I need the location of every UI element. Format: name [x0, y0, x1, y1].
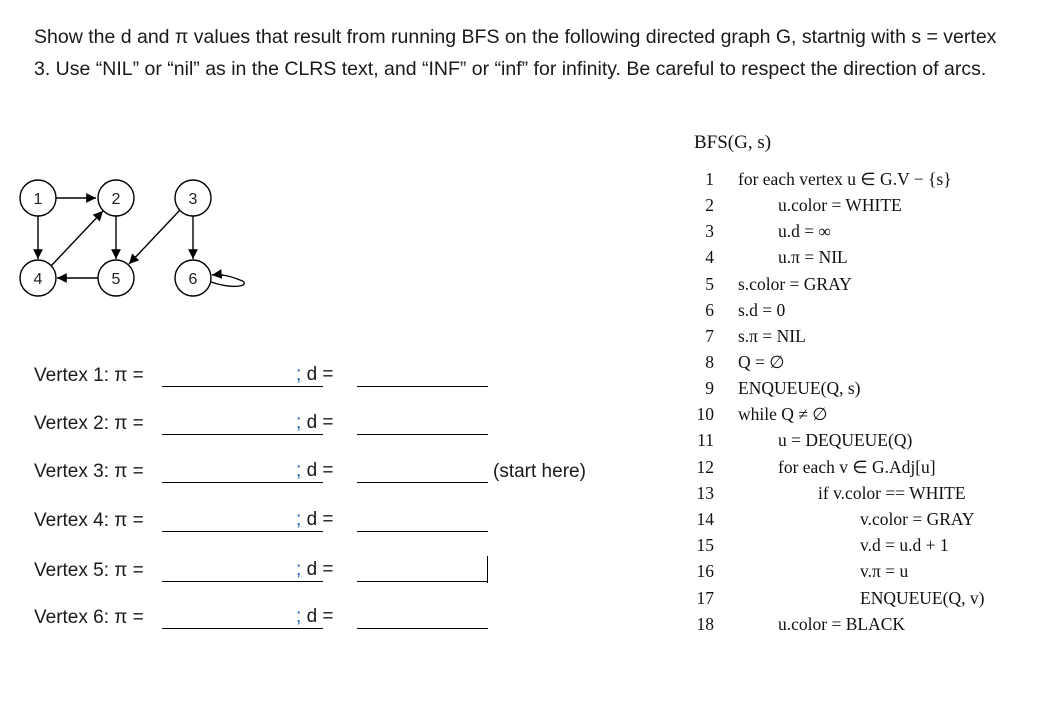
- vertex-label: Vertex 3: π =: [34, 461, 144, 482]
- node-6: [175, 260, 211, 296]
- d-answer-blank[interactable]: [357, 628, 488, 629]
- edge-6-6: [211, 275, 244, 287]
- semicolon: ;: [296, 460, 302, 481]
- d-label: d =: [306, 509, 334, 530]
- d-answer-blank[interactable]: [357, 482, 488, 483]
- svg-text:1: 1: [33, 191, 43, 208]
- node-1: [20, 180, 56, 216]
- vertex-label: Vertex 5: π =: [34, 560, 144, 581]
- node-3: [175, 180, 211, 216]
- directed-graph: [0, 170, 260, 300]
- question-text: Show the d and π values that result from running BFS on the following directed graph G, startnig with s = vertex 3. Use “NIL” or “nil” as in the CLRS text, and “INF” or “inf” for infinity. Be careful to respect the direction of arcs.: [34, 26, 997, 80]
- semicolon: ;: [296, 509, 302, 530]
- svg-text:5: 5: [111, 271, 121, 288]
- svg-text:2: 2: [111, 191, 121, 208]
- semicolon: ;: [296, 364, 302, 385]
- semicolon: ;: [296, 412, 302, 433]
- vertex-label: Vertex 1: π =: [34, 365, 144, 386]
- d-answer-blank[interactable]: [357, 531, 488, 532]
- pi-answer-blank[interactable]: [162, 434, 323, 435]
- d-label: d =: [306, 606, 334, 627]
- node-2: [98, 180, 134, 216]
- d-answer-blank[interactable]: [357, 434, 488, 435]
- d-label: d =: [306, 460, 334, 481]
- vertex-label: Vertex 2: π =: [34, 413, 144, 434]
- text-cursor: [487, 556, 488, 583]
- node-4: [20, 260, 56, 296]
- vertex-label: Vertex 6: π =: [34, 607, 144, 628]
- d-answer-blank[interactable]: [357, 581, 488, 582]
- start-here-note: (start here): [493, 461, 586, 482]
- d-label: d =: [306, 559, 334, 580]
- vertex-label: Vertex 4: π =: [34, 510, 144, 531]
- svg-text:4: 4: [33, 271, 43, 288]
- d-label: d =: [306, 412, 334, 433]
- d-answer-blank[interactable]: [357, 386, 488, 387]
- semicolon: ;: [296, 559, 302, 580]
- pi-answer-blank[interactable]: [162, 386, 323, 387]
- svg-text:3: 3: [188, 191, 198, 208]
- pi-answer-blank[interactable]: [162, 531, 323, 532]
- svg-text:6: 6: [188, 271, 198, 288]
- pi-answer-blank[interactable]: [162, 628, 323, 629]
- algorithm-title: BFS(G, s): [694, 132, 772, 153]
- pi-answer-blank[interactable]: [162, 482, 323, 483]
- node-5: [98, 260, 134, 296]
- pi-answer-blank[interactable]: [162, 581, 323, 582]
- semicolon: ;: [296, 606, 302, 627]
- edge-4-2: [51, 211, 103, 266]
- edge-3-5: [129, 210, 180, 264]
- d-label: d =: [306, 364, 334, 385]
